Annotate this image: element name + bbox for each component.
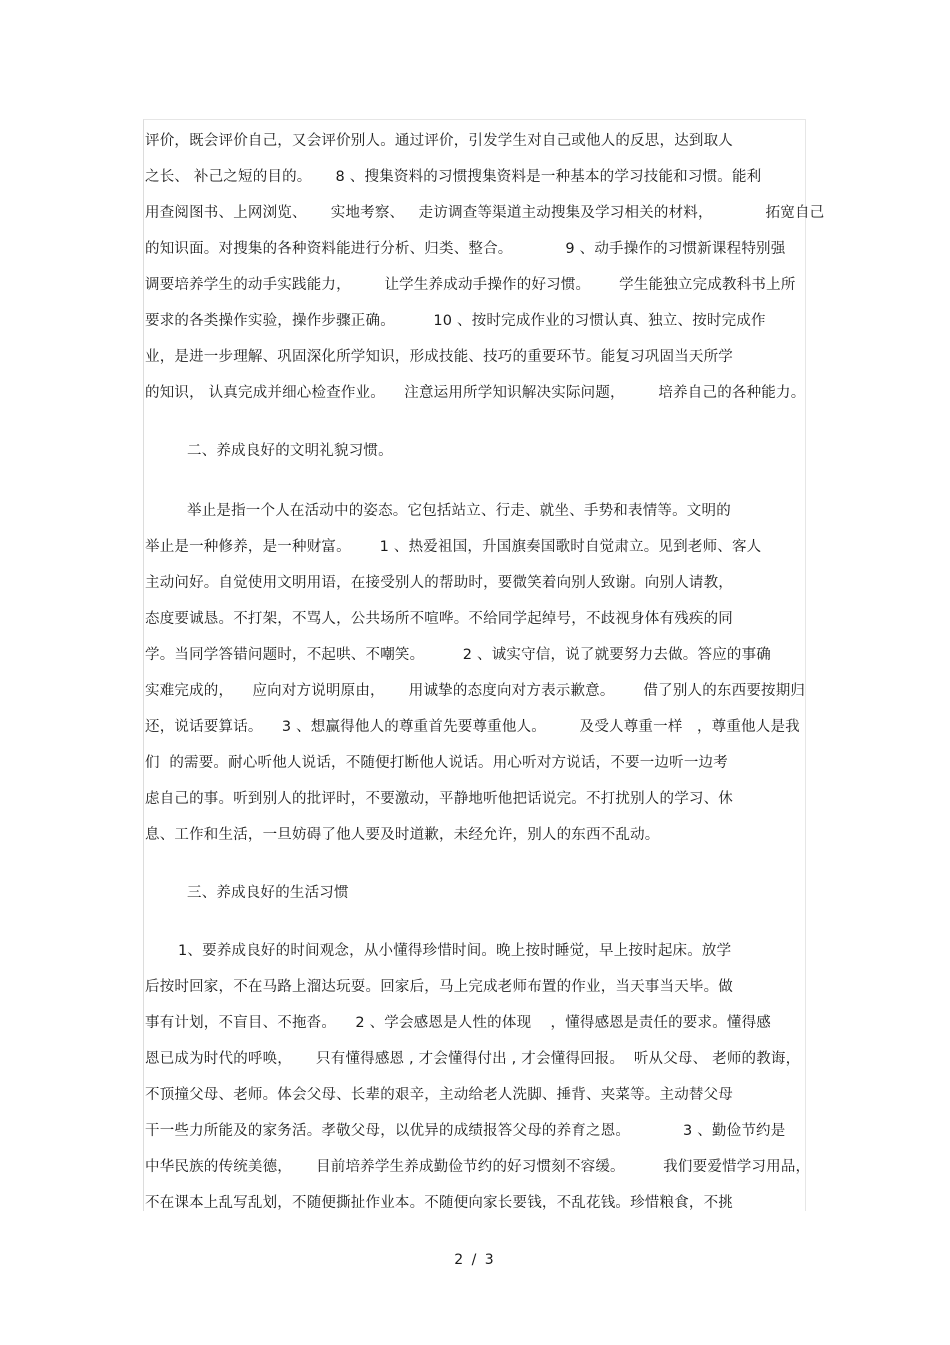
section-heading: 三、养成良好的生活习惯 [187,885,349,901]
text-line: 不顶撞父母、老师。体会父母、长辈的艰辛，主动给老人洗脚、捶背、夹菜等。主动替父母 [145,1087,733,1103]
text-line: 虑自己的事。听到别人的批评时，不要激动，平静地听他把话说完。不打扰别人的学习、休 [145,791,733,807]
text-line: 实难完成的， 应向对方说明原由， 用诚挚的态度向对方表示歉意。 借了别人的东西要按期归 [145,683,806,699]
text-line: 评价，既会评价自己，又会评价别人。通过评价，引发学生对自己或他人的反思，达到取人 [145,133,733,149]
text-line: 学。当同学答错问题时，不起哄、不嘲笑。 2 、诚实守信，说了就要努力去做。答应的事确 [145,647,772,663]
text-line: 态度要诚恳。不打架，不骂人，公共场所不喧哗。不给同学起绰号，不歧视身体有残疾的同 [145,611,733,627]
text-line: 业，是进一步理解、巩固深化所学知识，形成技能、技巧的重要环节。能复习巩固当天所学 [145,349,733,365]
text-line: 中华民族的传统美德， 目前培养学生养成勤俭节约的好习惯刻不容缓。 我们要爱惜学习用品， [145,1159,811,1175]
text-line: 1、要养成良好的时间观念，从小懂得珍惜时间。晚上按时睡觉，早上按时起床。放学 [178,943,732,959]
text-line: 调要培养学生的动手实践能力， 让学生养成动手操作的好习惯。 学生能独立完成教科书上所 [145,277,796,293]
text-line: 举止是一种修养，是一种财富。 1 、热爱祖国，升国旗奏国歌时自觉肃立。见到老师、客人 [145,539,762,555]
text-line: 之长、 补己之短的目的。 8 、搜集资料的习惯搜集资料是一种基本的学习技能和习惯。能利 [145,169,762,185]
text-line: 的知识面。对搜集的各种资料能进行分析、归类、整合。 9 、动手操作的习惯新课程特别强 [145,241,786,257]
text-line: 用查阅图书、上网浏览、 实地考察、 走访调查等渠道主动搜集及学习相关的材料， 拓宽自己 [145,205,825,221]
text-line: 事有计划，不盲目、不拖沓。 2 、学会感恩是人性的体现 ，懂得感恩是责任的要求。懂得感 [145,1015,772,1031]
page-number: 2 / 3 [454,1252,496,1268]
text-line: 主动问好。自觉使用文明用语，在接受别人的帮助时，要微笑着向别人致谢。向别人请教， [145,575,733,591]
text-line: 的知识， 认真完成并细心检查作业。 注意运用所学知识解决实际问题， 培养自己的各种能力。 [145,385,806,401]
text-line: 要求的各类操作实验，操作步骤正确。 10 、按时完成作业的习惯认真、独立、按时完成作 [145,313,766,329]
text-line: 恩已成为时代的呼唤， 只有懂得感恩 , 才会懂得付出 , 才会懂得回报。 听从父母、 老师的教诲， [145,1051,801,1067]
text-line: 息、工作和生活，一旦妨碍了他人要及时道歉，未经允许，别人的东西不乱动。 [145,827,660,843]
text-line: 还，说话要算话。 3 、想赢得他人的尊重首先要尊重他人。 及受人尊重一样 ，尊重他人是我 [145,719,800,735]
text-line: 后按时回家，不在马路上溜达玩耍。回家后，马上完成老师布置的作业，当天事当天毕。做 [145,979,733,995]
section-heading: 二、养成良好的文明礼貌习惯。 [187,443,393,459]
text-line: 们 的需要。耐心听他人说话，不随便打断他人说话。用心听对方说话，不要一边听一边考 [145,755,728,771]
text-line: 不在课本上乱写乱划，不随便撕扯作业本。不随便向家长要钱，不乱花钱。珍惜粮食，不挑 [145,1195,733,1211]
text-line: 干一些力所能及的家务活。孝敬父母，以优异的成绩报答父母的养育之恩。 3 、勤俭节约是 [145,1123,786,1139]
text-line: 举止是指一个人在活动中的姿态。它包括站立、行走、就坐、手势和表情等。文明的 [187,503,731,519]
